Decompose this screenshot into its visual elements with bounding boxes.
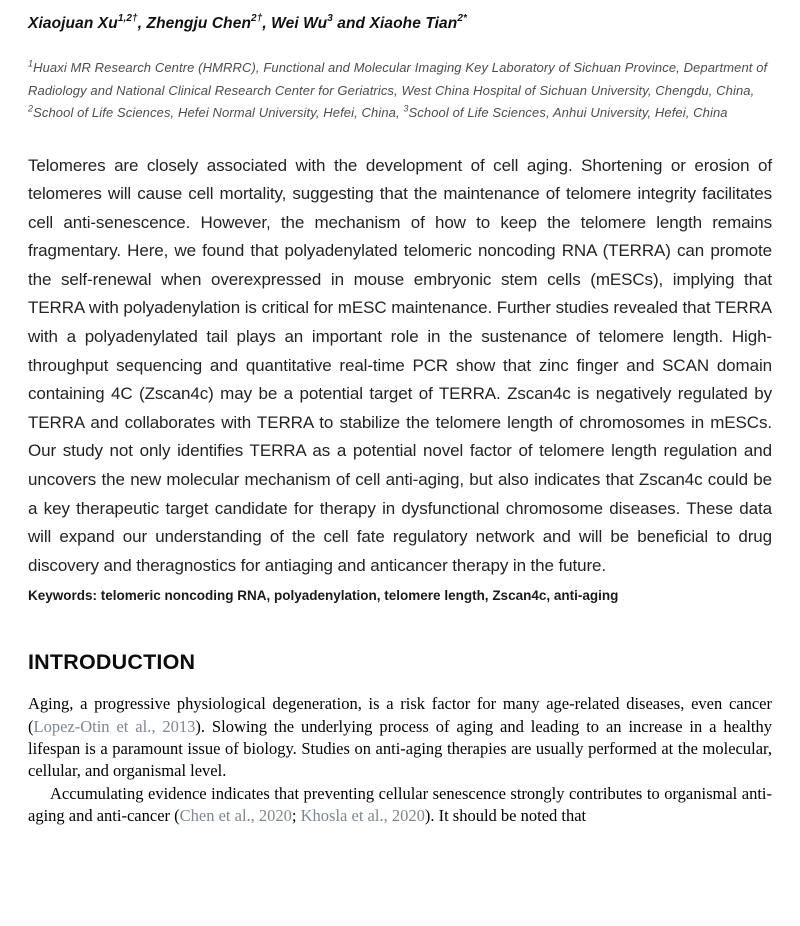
affiliation-number: 2 <box>28 103 34 114</box>
author-name: , Zhengju Chen <box>137 15 252 32</box>
author-affiliation-superscript: 1,2† <box>117 12 138 24</box>
author-name: and Xiaohe Tian <box>332 15 458 32</box>
introduction-paragraph-1 <box>28 693 772 782</box>
author-affiliation-superscript: 2† <box>251 12 263 24</box>
author-name: Xiaojuan Xu <box>28 15 118 32</box>
keywords-line: Keywords: telomeric noncoding RNA, polyadenylation, telomere length, Zscan4c, anti-aging <box>28 588 619 604</box>
author-affiliation-superscript: 3 <box>327 12 333 24</box>
citation-link-khosla-2020[interactable]: Khosla et al., 2020 <box>300 805 425 825</box>
paragraph-text: ). Slowing the underlying process of aging and leading to an increase in a healthy lifespan is a paramount issue of biology. Studies on anti-aging therapies are usually performed at the molecular, cellular, and organismal level. <box>28 716 772 781</box>
paragraph-text: ; <box>291 805 301 825</box>
affiliation-text: School of Life Sciences, Anhui University, Hefei, China <box>408 105 728 120</box>
author-affiliation-superscript: 2* <box>457 12 467 24</box>
citation-link-chen-2020[interactable]: Chen et al., 2020 <box>179 805 292 825</box>
affiliation-number: 1 <box>28 58 34 69</box>
author-name: , Wei Wu <box>262 15 328 32</box>
author-line <box>28 13 772 34</box>
paragraph-text: Accumulating evidence indicates that preventing cellular senescence strongly contributes to organismal anti-aging and anti-cancer ( <box>28 783 772 825</box>
paragraph-text: Aging, a progressive physiological degeneration, is a risk factor for many age-related diseases, even cancer ( <box>28 694 772 736</box>
citation-link-lopez-otin-2013[interactable]: Lopez-Otin et al., 2013 <box>33 716 196 736</box>
affiliation-text: School of Life Sciences, Hefei Normal University, Hefei, China, <box>33 105 404 120</box>
introduction-paragraph-2 <box>28 783 772 828</box>
affiliation-number: 3 <box>403 103 409 114</box>
paragraph-text: ). It should be noted that <box>424 805 587 825</box>
affiliations-block <box>28 57 772 125</box>
introduction-heading: INTRODUCTION <box>28 650 196 675</box>
abstract-text: Telomeres are closely associated with the development of cell aging. Shortening or erosion of telomeres will cause cell mortality, suggesting that the maintenance of telomere integrity facilitates cell anti-senescence. However, the mechanism of how to keep the telomere length remains fragmentary. Here, we found that polyadenylated telomeric noncoding RNA (TERRA) can promote the self-renewal when overexpressed in mouse embryonic stem cells (mESCs), implying that TERRA with polyadenylation is critical for mESC maintenance. Further studies revealed that TERRA with a polyadenylated tail plays an important role in the sustenance of telomere length. High-throughput sequencing and quantitative real-time PCR show that zinc finger and SCAN domain containing 4C (Zscan4c) may be a potential target of TERRA. Zscan4c is negatively regulated by TERRA and collaborates with TERRA to stabilize the telomere length of chromosomes in mESCs. Our study not only identifies TERRA as a potential novel factor of telomere length regulation and uncovers the new molecular mechanism of cell anti-aging, but also indicates that Zscan4c could be a key therapeutic target candidate for therapy in dysfunctional chromosome diseases. These data will expand our understanding of the cell fate regulatory network and will be beneficial to drug discovery and theragnostics for antiaging and anticancer therapy in the future. <box>28 155 772 575</box>
affiliation-text: Huaxi MR Research Centre (HMRRC), Functional and Molecular Imaging Key Laboratory of Sichuan Province, Department of Radiology and National Clinical Research Center for Geriatrics, West China Hospital of Sichuan University, Chengdu, China, <box>28 60 768 98</box>
